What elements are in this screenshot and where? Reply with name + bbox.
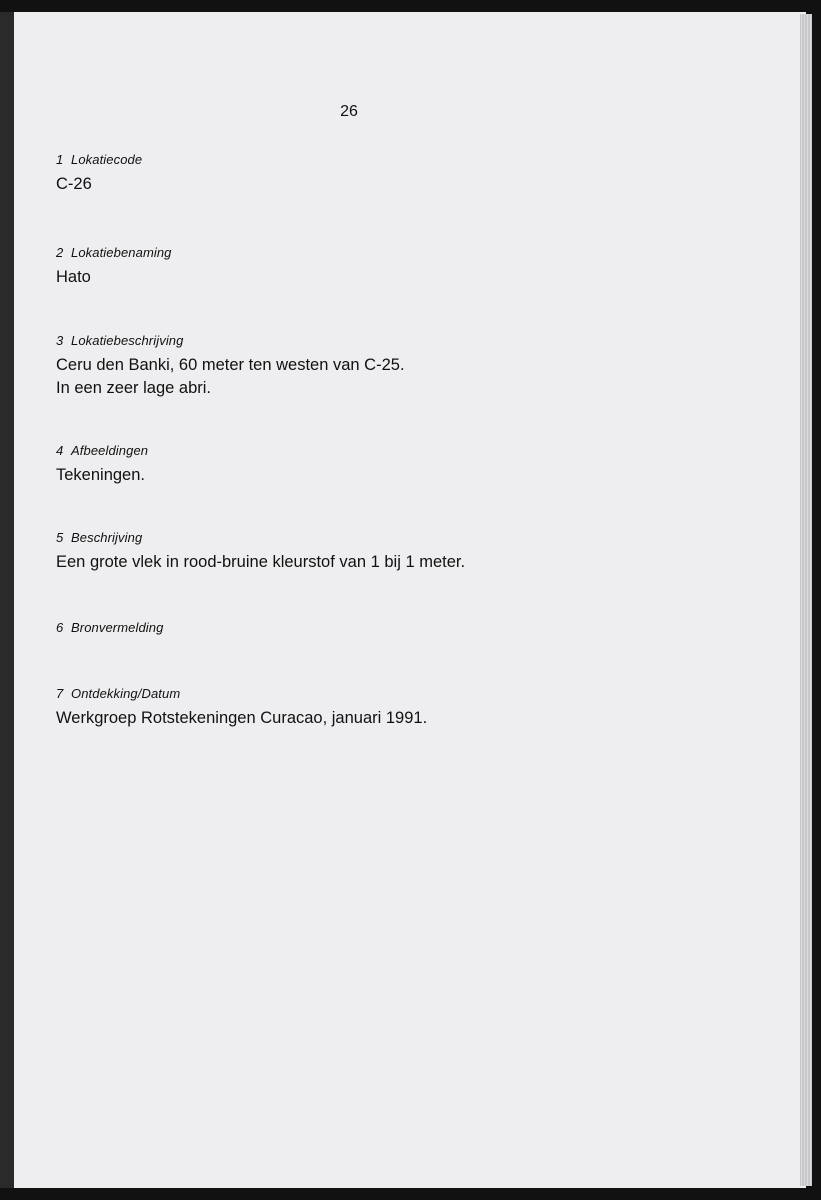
field-label-text: Lokatiebeschrijving xyxy=(71,333,184,348)
field-value-line: C-26 xyxy=(56,175,92,193)
field-value xyxy=(56,173,142,196)
field-label xyxy=(56,333,405,348)
page-number: 26 xyxy=(340,103,358,120)
field-afbeeldingen xyxy=(56,443,148,487)
field-value-line: Ceru den Banki, 60 meter ten westen van C-25. xyxy=(56,356,405,374)
field-value xyxy=(56,707,427,730)
field-number: 4 xyxy=(56,443,64,458)
field-value-line: Hato xyxy=(56,268,91,286)
field-label xyxy=(56,152,142,167)
field-number: 3 xyxy=(56,333,64,348)
field-value-line: Werkgroep Rotstekeningen Curacao, januari 1991. xyxy=(56,709,428,727)
field-number: 7 xyxy=(56,686,64,701)
field-value xyxy=(56,551,465,574)
field-value xyxy=(56,266,172,289)
field-label-text: Afbeeldingen xyxy=(71,443,149,458)
field-lokatiecode xyxy=(56,152,142,196)
field-number: 5 xyxy=(56,530,64,545)
field-label-text: Lokatiebenaming xyxy=(71,245,172,260)
field-value-line: Tekeningen. xyxy=(56,466,145,484)
field-number: 1 xyxy=(56,152,64,167)
field-label xyxy=(56,530,465,545)
field-value-line: Een grote vlek in rood-bruine kleurstof van 1 bij 1 meter. xyxy=(56,553,466,571)
field-ontdekking-datum xyxy=(56,686,427,730)
field-label xyxy=(56,245,172,260)
field-label xyxy=(56,686,427,701)
field-number: 2 xyxy=(56,245,64,260)
field-label-text: Ontdekking/Datum xyxy=(71,686,181,701)
field-label-text: Lokatiecode xyxy=(71,152,143,167)
field-label xyxy=(56,620,163,635)
field-value-line: In een zeer lage abri. xyxy=(56,379,212,397)
field-lokatiebeschrijving xyxy=(56,333,405,400)
field-label-text: Bronvermelding xyxy=(71,620,164,635)
field-label-text: Beschrijving xyxy=(71,530,143,545)
field-value xyxy=(56,464,148,487)
field-lokatiebenaming xyxy=(56,245,172,289)
field-bronvermelding xyxy=(56,620,163,635)
page-stack-edge xyxy=(800,14,812,1186)
field-number: 6 xyxy=(56,620,64,635)
field-value xyxy=(56,354,405,400)
field-label xyxy=(56,443,148,458)
field-beschrijving xyxy=(56,530,465,574)
binding-shadow xyxy=(0,12,14,1188)
